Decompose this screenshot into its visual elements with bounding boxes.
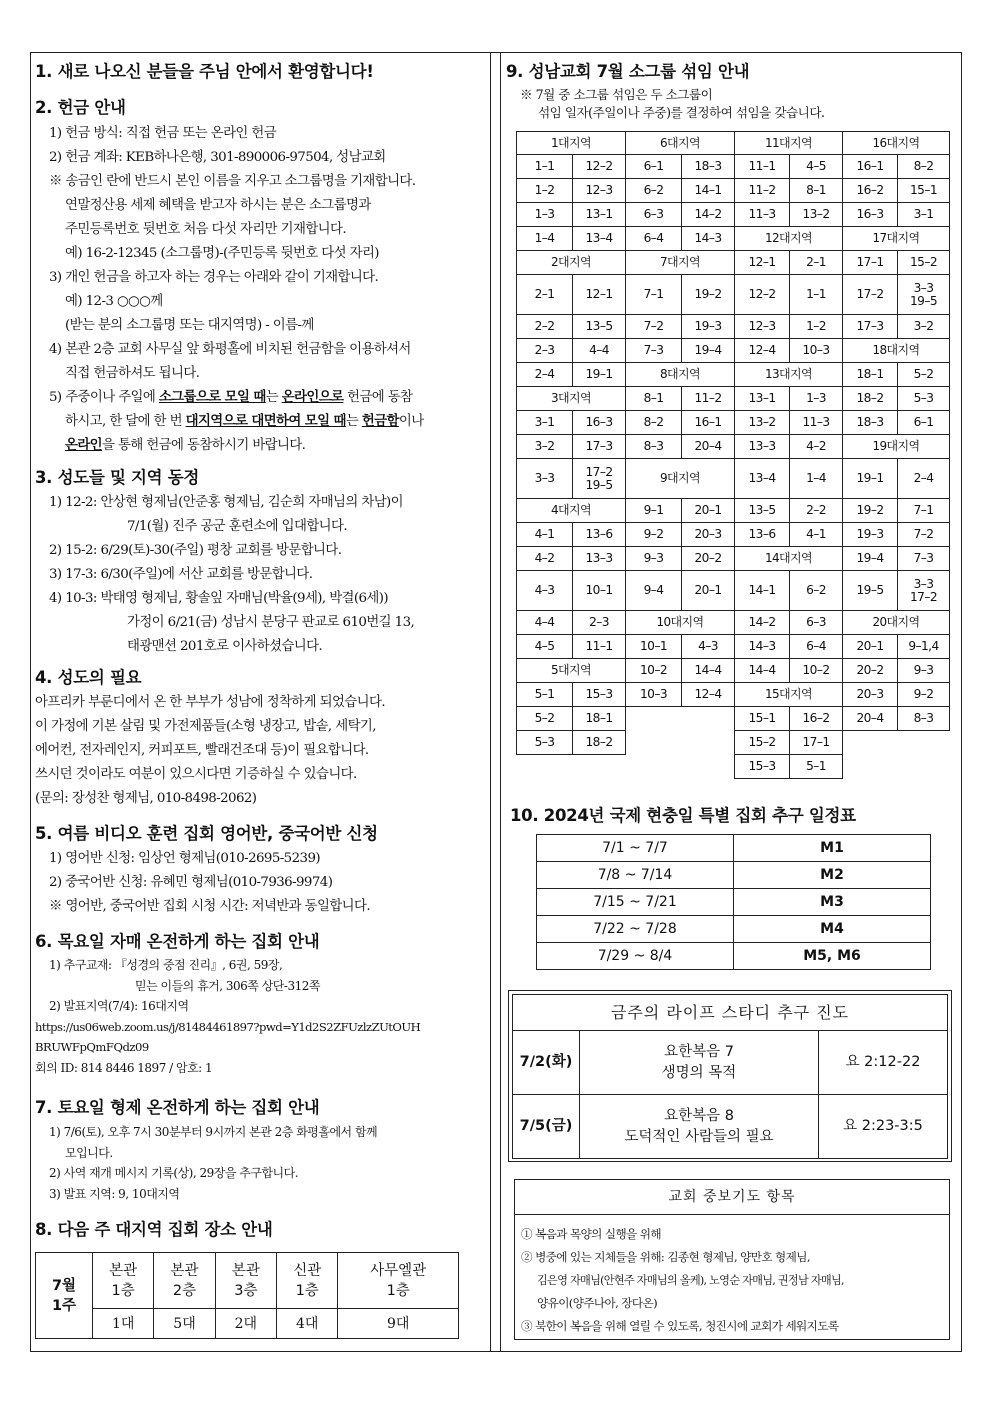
region-cell: 4대 xyxy=(277,1309,338,1339)
text-line: 믿는 이들의 휴거, 306쪽 상단-312쪽 xyxy=(135,978,320,993)
group-cell: 15–1 xyxy=(898,179,950,203)
region-cell: 5대 xyxy=(154,1309,215,1339)
text-line: 4) 본관 2층 교회 사무실 앞 화평홀에 비치된 헌금함을 이용하셔서 xyxy=(49,342,411,357)
group-cell: 1–3 xyxy=(517,203,573,227)
group-cell: 19–1 xyxy=(573,363,626,387)
life-study-day: 7/2(화) xyxy=(513,1031,580,1095)
life-study-subject: 도덕적인 사람들의 필요 xyxy=(624,1128,774,1145)
group-cell: 13–1 xyxy=(573,203,626,227)
group-cell: 3–3 17–2 xyxy=(898,571,950,611)
group-cell: 2–3 xyxy=(517,339,573,363)
text-line: 이 가정에 기본 살림 및 가전제품들(소형 냉장고, 밥솥, 세탁기, xyxy=(35,719,376,734)
life-study-table xyxy=(512,994,948,1159)
group-cell: 4–1 xyxy=(517,523,573,547)
group-cell: 17–1 xyxy=(843,251,898,275)
group-cell: 2–4 xyxy=(898,459,950,499)
group-cell: 7–3 xyxy=(626,339,682,363)
group-cell: 16–1 xyxy=(843,155,898,179)
group-cell: 2–3 xyxy=(573,611,626,635)
group-cell: 11–2 xyxy=(682,387,735,411)
prayer-item: 김은영 자매님(안현주 자매님의 올케), 노영순 자매님, 권정남 자매님, xyxy=(537,1274,844,1287)
group-cell: 15–2 xyxy=(735,731,790,755)
group-cell: 18–1 xyxy=(573,707,626,731)
group-cell: 9–3 xyxy=(626,547,682,571)
prayer-box xyxy=(514,1179,950,1340)
group-cell: 14–1 xyxy=(735,571,790,611)
group-cell: 18–2 xyxy=(843,387,898,411)
section-title: 3. 성도들 및 지역 동정 xyxy=(35,468,200,487)
group-cell: 1–2 xyxy=(790,315,843,339)
group-cell: 11–3 xyxy=(735,203,790,227)
text-line: 쓰시던 것이라도 여분이 있으시다면 기증하실 수 있습니다. xyxy=(35,767,357,782)
section-title: 1. 새로 나오신 분들을 주님 안에서 환영합니다! xyxy=(35,62,374,81)
schedule-table xyxy=(536,834,931,970)
group-cell: 11–1 xyxy=(735,155,790,179)
group-cell: 1–4 xyxy=(790,459,843,499)
text-line xyxy=(35,410,486,434)
text-line: 2) 발표지역(7/4): 16대지역 xyxy=(49,999,189,1013)
note-line: ※ 7월 중 소그룹 섞임은 두 소그룹이 xyxy=(520,87,713,102)
group-cell: 20–3 xyxy=(682,523,735,547)
group-cell: 4–5 xyxy=(790,155,843,179)
region-header: 19대지역 xyxy=(843,435,950,459)
emphasis: 온라인 xyxy=(65,438,103,453)
life-study-range: 요 2:23-3:5 xyxy=(819,1095,948,1159)
schedule-date: 7/1 ~ 7/7 xyxy=(537,835,734,862)
group-cell: 11–3 xyxy=(790,411,843,435)
prayer-item: ① 복음과 목양의 실행을 위해 xyxy=(521,1227,661,1241)
group-cell: 4–2 xyxy=(517,547,573,571)
region-header: 4대지역 xyxy=(517,499,626,523)
group-cell: 8–3 xyxy=(626,435,682,459)
group-cell: 13–6 xyxy=(735,523,790,547)
prayer-title: 교회 중보기도 항목 xyxy=(515,1180,949,1215)
zoom-link[interactable]: BRUWFpQmFQdz09 xyxy=(35,1040,149,1054)
group-cell: 18–2 xyxy=(573,731,626,755)
group-cell: 10–2 xyxy=(790,659,843,683)
region-header: 2대지역 xyxy=(517,251,626,275)
text-run: 5) 주중이나 주일에 xyxy=(49,390,159,405)
prayer-item: 양유이(양주나아, 장다온) xyxy=(537,1296,658,1310)
text-line: 에어컨, 전자레인지, 커피포트, 빨래건조대 등)이 필요합니다. xyxy=(35,743,369,758)
group-cell: 1–1 xyxy=(790,275,843,315)
region-header: 1대지역 xyxy=(517,132,626,155)
group-cell: 1–4 xyxy=(517,227,573,251)
life-study-title: 금주의 라이프 스타디 추구 진도 xyxy=(513,995,948,1031)
group-cell: 16–2 xyxy=(843,179,898,203)
group-cell: 8–1 xyxy=(790,179,843,203)
group-cell: 20–1 xyxy=(682,499,735,523)
group-cell: 19–2 xyxy=(843,499,898,523)
group-cell: 8–2 xyxy=(626,411,682,435)
group-cell: 14–3 xyxy=(735,635,790,659)
group-cell: 13–5 xyxy=(573,315,626,339)
schedule-date: 7/29 ~ 8/4 xyxy=(537,943,734,970)
text-line: 태광맨션 201호로 이사하셨습니다. xyxy=(127,639,323,654)
group-cell: 3–3 19–5 xyxy=(898,275,950,315)
group-cell: 13–3 xyxy=(735,435,790,459)
region-header: 7대지역 xyxy=(626,251,735,275)
group-cell: 2–2 xyxy=(517,315,573,339)
group-cell: 14–3 xyxy=(682,227,735,251)
group-cell: 16–3 xyxy=(843,203,898,227)
group-cell: 3–1 xyxy=(517,411,573,435)
group-cell: 20–1 xyxy=(682,571,735,611)
group-cell: 10–1 xyxy=(626,635,682,659)
text-line: 1) 12-2: 안상현 형제님(안준홍 형제님, 김순희 자매님의 차남)이 xyxy=(49,495,404,510)
region-header: 16대지역 xyxy=(843,132,950,155)
group-cell: 11–2 xyxy=(735,179,790,203)
place-cell: 본관 1층 xyxy=(93,1253,154,1309)
region-header: 10대지역 xyxy=(626,611,735,635)
group-cell: 13–2 xyxy=(735,411,790,435)
region-header: 12대지역 xyxy=(735,227,843,251)
group-cell: 13–3 xyxy=(573,547,626,571)
life-study-box xyxy=(508,990,952,1162)
group-cell: 18–3 xyxy=(843,411,898,435)
group-cell: 15–1 xyxy=(735,707,790,731)
section-title: 2. 헌금 안내 xyxy=(35,98,126,117)
group-cell: 19–2 xyxy=(682,275,735,315)
place-cell: 본관 2층 xyxy=(154,1253,215,1309)
text-run: 는 xyxy=(265,390,282,405)
group-cell: 16–3 xyxy=(573,411,626,435)
text-line: 1) 영어반 신청: 임상언 형제님(010-2695-5239) xyxy=(49,851,320,866)
group-cell: 2–4 xyxy=(517,363,573,387)
group-cell: 8–2 xyxy=(898,155,950,179)
group-cell: 3–3 xyxy=(517,459,573,499)
section-title: 5. 여름 비디오 훈련 집회 영어반, 중국어반 신청 xyxy=(35,824,378,843)
group-cell: 10–3 xyxy=(790,339,843,363)
group-cell: 20–3 xyxy=(843,683,898,707)
group-cell: 7–2 xyxy=(898,523,950,547)
region-cell: 1대 xyxy=(93,1309,154,1339)
group-cell: 17–3 xyxy=(573,435,626,459)
region-header: 20대지역 xyxy=(843,611,950,635)
text-line: 2) 중국어반 신청: 유혜민 형제님(010-7936-9974) xyxy=(49,875,333,890)
group-cell: 5–3 xyxy=(517,731,573,755)
group-cell: 10–1 xyxy=(573,571,626,611)
group-cell: 13–2 xyxy=(790,203,843,227)
group-cell: 10–3 xyxy=(626,683,682,707)
group-cell: 4–4 xyxy=(517,611,573,635)
emphasis: 소그룹으로 모일 때 xyxy=(158,390,266,405)
region-cell: 9대 xyxy=(338,1309,459,1339)
group-cell: 13–4 xyxy=(573,227,626,251)
emphasis: 헌금함 xyxy=(361,414,399,429)
group-cell: 7–2 xyxy=(626,315,682,339)
group-cell: 12–2 xyxy=(735,275,790,315)
region-header: 13대지역 xyxy=(735,363,843,387)
text-run: 헌금에 동참 xyxy=(343,390,413,405)
group-cell: 7–1 xyxy=(898,499,950,523)
text-line: 1) 7/6(토), 오후 7시 30분부터 9시까지 본관 2층 화평홀에서 함께 xyxy=(49,1125,378,1139)
group-cell: 17–1 xyxy=(790,731,843,755)
group-cell: 4–2 xyxy=(790,435,843,459)
group-cell: 12–4 xyxy=(682,683,735,707)
group-cell: 15–3 xyxy=(573,683,626,707)
group-cell: 20–2 xyxy=(682,547,735,571)
group-cell: 4–3 xyxy=(682,635,735,659)
group-cell: 12–3 xyxy=(573,179,626,203)
group-cell: 19–3 xyxy=(682,315,735,339)
text-line: 2) 15-2: 6/29(토)-30(주일) 평창 교회를 방문합니다. xyxy=(49,543,342,558)
section-conference-schedule xyxy=(510,805,856,827)
text-line: 1) 헌금 방식: 직접 헌금 또는 온라인 헌금 xyxy=(49,126,277,141)
group-cell: 19–5 xyxy=(843,571,898,611)
section-title: 10. 2024년 국제 현충일 특별 집회 추구 일정표 xyxy=(510,806,856,825)
group-cell: 6–1 xyxy=(898,411,950,435)
group-cell: 3–1 xyxy=(898,203,950,227)
life-study-book: 요한복음 7 xyxy=(664,1043,734,1060)
text-line xyxy=(35,434,486,458)
region-header: 15대지역 xyxy=(735,683,843,707)
grid-column-1 xyxy=(516,131,626,755)
group-cell: 19–4 xyxy=(843,547,898,571)
group-cell: 13–4 xyxy=(735,459,790,499)
group-cell: 20–4 xyxy=(843,707,898,731)
emphasis: 대지역으로 대면하여 모일 때 xyxy=(185,414,346,429)
bulletin-page xyxy=(30,52,962,1352)
group-cell: 5–2 xyxy=(898,363,950,387)
group-cell: 9–3 xyxy=(898,659,950,683)
text-run: 는 xyxy=(345,414,362,429)
text-run: 이나 xyxy=(398,414,424,429)
column-divider xyxy=(500,53,501,1351)
text-line: 4) 10-3: 박태영 형제님, 황솔잎 자매님(박율(9세), 박결(6세)) xyxy=(49,591,389,606)
group-cell: 3–2 xyxy=(517,435,573,459)
group-cell: 3–2 xyxy=(898,315,950,339)
text-line: 2) 헌금 계좌: KEB하나은행, 301-890006-97504, 성남교회 xyxy=(49,150,386,165)
group-cell: 2–1 xyxy=(517,275,573,315)
text-line: 연말정산용 세제 혜택을 받고자 하시는 분은 소그룹명과 xyxy=(65,198,371,213)
section-needs xyxy=(35,667,486,811)
schedule-message: M1 xyxy=(734,835,931,862)
text-line: 예) 16-2-12345 (소그룹명)-(주민등록 뒷번호 다섯 자리) xyxy=(65,246,379,261)
group-cell: 13–1 xyxy=(735,387,790,411)
group-cell: 17–2 19–5 xyxy=(573,459,626,499)
group-cell: 12–4 xyxy=(735,339,790,363)
prayer-item: ② 병중에 있는 지체들을 위해: 김종현 형제님, 양만호 형제님, xyxy=(521,1250,810,1264)
text-line: 예) 12-3 ○○○께 xyxy=(65,294,163,309)
section-title: 9. 성남교회 7월 소그룹 섞임 안내 xyxy=(506,62,750,81)
group-cell: 6–2 xyxy=(626,179,682,203)
group-cell: 2–1 xyxy=(790,251,843,275)
column-divider xyxy=(490,53,491,1351)
group-cell: 8–3 xyxy=(898,707,950,731)
text-line: 2) 사역 재개 메시지 기록(상), 29장을 추구합니다. xyxy=(49,1166,299,1180)
text-line: 모입니다. xyxy=(65,1145,113,1160)
group-cell: 1–2 xyxy=(517,179,573,203)
group-cell: 12–3 xyxy=(735,315,790,339)
text-line: 주민등록번호 뒷번호 처음 다섯 자리만 기재합니다. xyxy=(65,222,346,237)
schedule-message: M3 xyxy=(734,889,931,916)
group-cell: 7–1 xyxy=(626,275,682,315)
place-cell: 사무엘관 1층 xyxy=(338,1253,459,1309)
group-cell: 1–1 xyxy=(517,155,573,179)
group-cell: 2–2 xyxy=(790,499,843,523)
group-cell: 19–1 xyxy=(843,459,898,499)
grid-column-3 xyxy=(734,131,843,779)
group-cell: 14–2 xyxy=(682,203,735,227)
group-cell: 19–4 xyxy=(682,339,735,363)
note-line: 섞임 일자(주일이나 주중)를 결정하여 섞임을 갖습니다. xyxy=(538,105,825,120)
section-welcome xyxy=(35,61,486,83)
group-cell: 7–3 xyxy=(898,547,950,571)
region-cell: 2대 xyxy=(215,1309,276,1339)
group-cell: 10–2 xyxy=(626,659,682,683)
life-study-day: 7/5(금) xyxy=(513,1095,580,1159)
schedule-date: 7/22 ~ 7/28 xyxy=(537,916,734,943)
text-run: 하시고, 한 달에 한 번 xyxy=(65,414,186,429)
life-study-book: 요한복음 8 xyxy=(664,1107,734,1124)
group-cell: 6–3 xyxy=(626,203,682,227)
group-cell: 20–2 xyxy=(843,659,898,683)
group-cell: 13–5 xyxy=(735,499,790,523)
schedule-message: M5, M6 xyxy=(734,943,931,970)
life-study-topic xyxy=(580,1031,819,1095)
place-cell: 본관 3층 xyxy=(215,1253,276,1309)
group-cell: 6–1 xyxy=(626,155,682,179)
group-cell: 1–3 xyxy=(790,387,843,411)
group-cell: 14–4 xyxy=(735,659,790,683)
text-line: ※ 영어반, 중국어반 집회 시청 시간: 저녁반과 동일합니다. xyxy=(49,899,370,914)
text-line: (받는 분의 소그룹명 또는 대지역명) - 이름-께 xyxy=(65,318,314,333)
group-cell: 12–2 xyxy=(573,155,626,179)
group-cell: 18–1 xyxy=(843,363,898,387)
group-cell: 17–2 xyxy=(843,275,898,315)
place-cell: 신관 1층 xyxy=(277,1253,338,1309)
group-cell: 4–4 xyxy=(573,339,626,363)
group-cell: 4–5 xyxy=(517,635,573,659)
group-cell: 14–4 xyxy=(682,659,735,683)
section-title: 6. 목요일 자매 온전하게 하는 집회 안내 xyxy=(35,932,320,951)
section-offering xyxy=(35,97,486,458)
section-video-training xyxy=(35,823,486,919)
group-cell: 12–1 xyxy=(573,275,626,315)
group-cell: 15–2 xyxy=(898,251,950,275)
group-cell: 4–3 xyxy=(517,571,573,611)
section-meeting-places xyxy=(35,1219,486,1339)
region-header: 17대지역 xyxy=(843,227,950,251)
group-cell: 14–2 xyxy=(735,611,790,635)
text-line: ※ 송금인 란에 반드시 본인 이름을 지우고 소그룹명을 기재합니다. xyxy=(49,174,416,189)
region-header: 5대지역 xyxy=(517,659,626,683)
region-header: 14대지역 xyxy=(735,547,843,571)
region-header: 11대지역 xyxy=(735,132,843,155)
schedule-message: M4 xyxy=(734,916,931,943)
section-small-group-mixing xyxy=(506,61,825,122)
group-cell: 9–1 xyxy=(626,499,682,523)
text-line: 7/1(월) 진주 공군 훈련소에 입대합니다. xyxy=(127,519,347,534)
group-cell: 20–1 xyxy=(843,635,898,659)
group-cell: 6–4 xyxy=(790,635,843,659)
group-cell: 14–1 xyxy=(682,179,735,203)
group-cell: 16–1 xyxy=(682,411,735,435)
group-cell: 5–1 xyxy=(790,755,843,779)
group-cell: 5–3 xyxy=(898,387,950,411)
group-cell: 19–3 xyxy=(843,523,898,547)
week-label: 7월 1주 xyxy=(36,1253,93,1339)
group-cell: 4–1 xyxy=(790,523,843,547)
meeting-place-table xyxy=(35,1252,459,1339)
region-header: 3대지역 xyxy=(517,387,626,411)
region-header: 9대지역 xyxy=(626,459,735,499)
region-header: 6대지역 xyxy=(626,132,735,155)
emphasis: 온라인으로 xyxy=(281,390,344,405)
schedule-date: 7/8 ~ 7/14 xyxy=(537,862,734,889)
group-cell: 9–4 xyxy=(626,571,682,611)
text-line: (문의: 장성찬 형제님, 010-8498-2062) xyxy=(35,791,257,806)
text-line: 1) 추구교재: 『성경의 중점 진리』, 6권, 59장, xyxy=(49,958,283,972)
text-line: 직접 헌금하셔도 됩니다. xyxy=(65,366,200,381)
prayer-item: ③ 북한이 복음을 위해 열릴 수 있도록, 청진시에 교회가 세워지도록 xyxy=(521,1319,839,1333)
schedule-date: 7/15 ~ 7/21 xyxy=(537,889,734,916)
group-cell: 12–1 xyxy=(735,251,790,275)
text-line: 아프리카 부룬디에서 온 한 부부가 성남에 정착하게 되었습니다. xyxy=(35,695,385,710)
group-cell: 16–2 xyxy=(790,707,843,731)
text-line: 가정이 6/21(금) 성남시 분당구 판교로 610번길 13, xyxy=(127,615,415,630)
group-cell: 5–1 xyxy=(517,683,573,707)
schedule-message: M2 xyxy=(734,862,931,889)
group-cell: 11–1 xyxy=(573,635,626,659)
section-news xyxy=(35,467,486,659)
group-cell: 20–4 xyxy=(682,435,735,459)
group-cell: 8–1 xyxy=(626,387,682,411)
group-cell: 5–2 xyxy=(517,707,573,731)
grid-column-4 xyxy=(842,131,950,731)
meeting-id: 회의 ID: 814 8446 1897 / 암호: 1 xyxy=(35,1060,213,1075)
group-cell: 9–2 xyxy=(626,523,682,547)
grid-column-2 xyxy=(625,131,735,707)
group-cell: 18–3 xyxy=(682,155,735,179)
group-cell: 13–6 xyxy=(573,523,626,547)
group-cell: 6–3 xyxy=(790,611,843,635)
group-cell: 9–2 xyxy=(898,683,950,707)
group-cell: 6–4 xyxy=(626,227,682,251)
section-sisters-meeting xyxy=(35,931,486,1078)
group-cell: 17–3 xyxy=(843,315,898,339)
group-cell: 9–1,4 xyxy=(898,635,950,659)
section-brothers-meeting xyxy=(35,1097,486,1204)
text-line: 3) 개인 헌금을 하고자 하는 경우는 아래와 같이 기재합니다. xyxy=(49,270,379,285)
region-header: 18대지역 xyxy=(843,339,950,363)
text-line: 3) 17-3: 6/30(주일)에 서산 교회를 방문합니다. xyxy=(49,567,313,582)
text-run: 을 통해 헌금에 동참하시기 바랍니다. xyxy=(102,438,306,453)
zoom-link[interactable]: https://us06web.zoom.us/j/81484461897?pwd=Y1d2S2ZFUzlzZUtOUH xyxy=(35,1019,421,1034)
life-study-range: 요 2:12-22 xyxy=(819,1031,948,1095)
life-study-topic xyxy=(580,1095,819,1159)
life-study-subject: 생명의 목적 xyxy=(661,1064,737,1081)
region-header: 8대지역 xyxy=(626,363,735,387)
text-line xyxy=(35,386,486,410)
text-line: 3) 발표 지역: 9, 10대지역 xyxy=(49,1186,180,1201)
group-cell: 6–2 xyxy=(790,571,843,611)
group-cell: 15–3 xyxy=(735,755,790,779)
section-title: 8. 다음 주 대지역 집회 장소 안내 xyxy=(35,1220,273,1239)
section-title: 7. 토요일 형제 온전하게 하는 집회 안내 xyxy=(35,1098,320,1117)
section-title: 4. 성도의 필요 xyxy=(35,668,142,687)
